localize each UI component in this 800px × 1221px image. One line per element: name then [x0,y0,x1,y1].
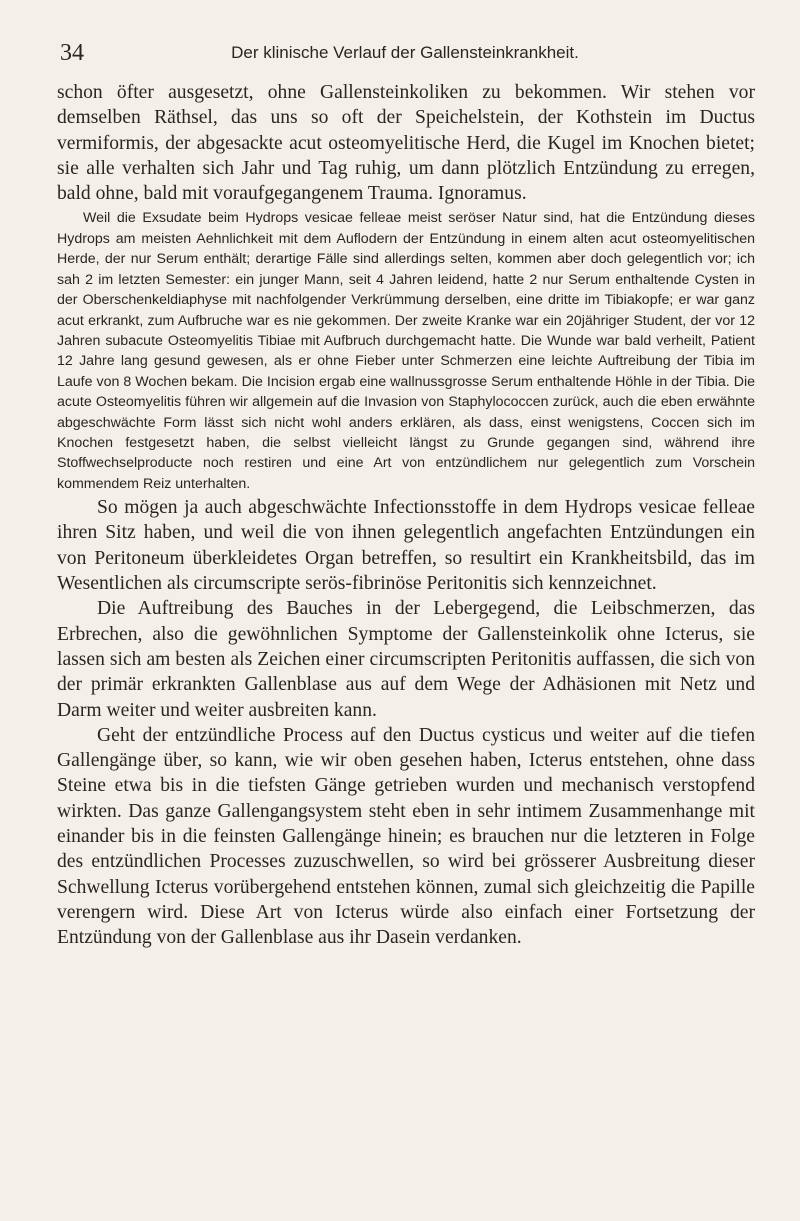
page-number: 34 [60,40,84,66]
paragraph-infection: So mögen ja auch abgeschwächte Infectionsstoffe in dem Hydrops vesicae felleae ihren Sitz haben, und weil die von ihnen gelegentlich angefachten Entzündungen ein von Peritoneum überkleidetes Organ betreffen, so resultirt ein Krankheitsbild, das im Wesentlichen als circumscripte serös-fibrinöse Peritonitis sich kennzeichnet. [57,497,755,595]
paragraph-icterus: Geht der entzündliche Process auf den Ductus cysticus und weiter auf die tiefen Gallengänge über, so kann, wie wir oben gesehen haben, Icterus entstehen, ohne dass Steine etwa bis in die tiefsten Gänge getrieben wurden und mechanisch verstopfend wirkten. Das ganze Gallengangsystem steht eben in sehr intimem Zusammenhange mit einander bis in die feinsten Gallengänge hinein; es brauchen nur die letzteren in Folge des entzündlichen Processes zuzuschwellen, so wird bei grösserer Ausbreitung dieser Schwellung Icterus vorübergehend entstehen können, zumal sich gleichzeitig die Papille verengern wird. Diese Art von Icterus würde also einfach einer Fortsetzung der Entzündung von der Gallenblase aus ihr Dasein verdanken. [57,724,755,949]
paragraph-symptoms: Die Auftreibung des Bauches in der Lebergegend, die Leibschmerzen, das Erbrechen, also die gewöhnlichen Symptome der Gallensteinkolik ohne Icterus, sie lassen sich am besten als Zeichen einer circumscripten Peritonitis auffassen, die sich von der primär erkrankten Gallenblase aus auf dem Wege der Adhäsionen mit Netz und Darm weiter und weiter ausbreiten kann. [57,598,755,721]
page-header [60,38,750,72]
running-head: Der klinische Verlauf der Gallensteinkrankheit. [231,43,579,62]
body-text [57,80,755,951]
paragraph-continuation: schon öfter ausgesetzt, ohne Gallensteinkoliken zu bekommen. Wir stehen vor demselben Räthsel, das uns so oft der Speichelstein, der Kothstein im Ductus vermiformis, der abgesackte acut osteomyelitische Herd, die Kugel im Knochen bietet; sie alle verhalten sich Jahr und Tag ruhig, um dann plötzlich Entzündung zu erregen, bald ohne, bald mit voraufgegangenem Trauma. Ignoramus. [57,82,755,205]
paragraph-smallprint-case-notes: Weil die Exsudate beim Hydrops vesicae felleae meist seröser Natur sind, hat die Entzündung dieses Hydrops am meisten Aehnlichkeit mit dem Auflodern der Entzündung in einem alten acut osteomyelitischen Herde, der nur Serum enthält; derartige Fälle sind allerdings selten, kommen aber doch gelegentlich vor; ich sah 2 im letzten Semester: ein junger Mann, seit 4 Jahren leidend, hatte 2 nur Serum enthaltende Cysten in der Oberschenkeldiaphyse mit nachfolgender Verkrümmung derselben, eine dritte im Tibiakopfe; er war ganz acut erkrankt, zum Aufbruche war es nie gekommen. Der zweite Kranke war ein 20jähriger Student, der vor 12 Jahren subacute Osteomyelitis Tibiae mit Aufbruch durchgemacht hatte. Die Wunde war bald verheilt, Patient 12 Jahre lang gesund gewesen, als er ohne Fieber unter Schmerzen eine leichte Auftreibung der Tibia im Laufe von 8 Wochen bekam. Die Incision ergab eine wallnussgrosse Serum enthaltende Höhle in der Tibia. Die acute Osteomyelitis führen wir allgemein auf die Invasion von Staphylococcen zurück, auch die eben erwähnte abgeschwächte Form lässt sich nicht wohl anders erklären, als dass, einst wenigstens, Coccen sich im Knochen festgesetzt haben, die selbst vielleicht längst zu Grunde gegangen sind, während ihre Stoffwechselproducte noch restiren und eine Art von entzündlichem nur gelegentlich zum Vorschein kommendem Reiz unterhalten. [57,210,755,492]
